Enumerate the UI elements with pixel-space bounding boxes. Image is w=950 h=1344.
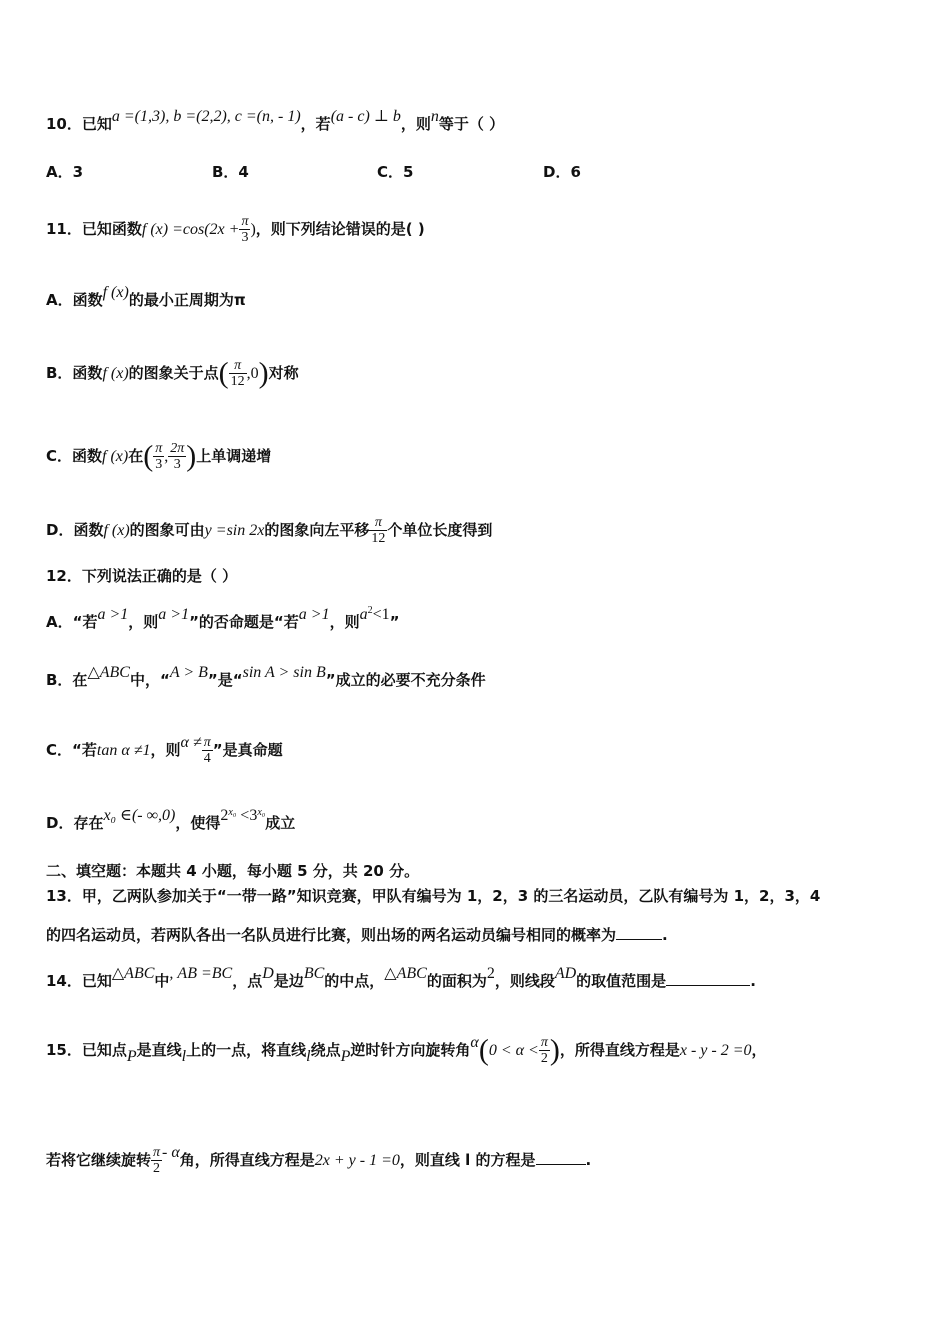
q15-stem: 15．已知点P是直线l上的一点，将直线l绕点P逆时针方向旋转角α(0 < α < $\frac{\pi}{2}$ )，所得直线方程是x - y - 2 =0， (46, 1033, 767, 1067)
q14-stem: 14．已知△ABC中, AB =BC，点D是边BC的中点，△ABC的面积为2，则线段AD的取值范围是 . (46, 965, 756, 990)
section-2-heading: 二、填空题：本题共 4 小题，每小题 5 分，共 20 分。 (46, 862, 420, 880)
q11-option-c: C．函数f (x)在( $\frac{\pi}{3}$ , $\frac{2\pi}{3}$ )上单调递增 (46, 439, 272, 473)
q10-option-b: B．4 (212, 163, 249, 181)
q10-stem: 10．已知a =(1,3), b =(2,2), c =(n, - 1)，若(a - c) ⊥ b，则n等于（ ） (46, 108, 505, 133)
q10-option-a: A．3 (46, 163, 84, 181)
answer-blank[interactable] (616, 923, 662, 940)
answer-blank[interactable] (536, 1148, 586, 1165)
q11-option-a: A．函数f (x)的最小正周期为π (46, 284, 246, 309)
q11-stem: 11．已知函数f (x) =cos(2x + $\frac{\pi}{3}$ )，则下列结论错误的是( ) (46, 214, 425, 245)
q10-condition: (a - c) ⊥ b (330, 108, 401, 125)
q12-option-b: B．在△ABC中，“A > B”是“sin A > sin B”成立的必要不充分条件 (46, 664, 486, 689)
q13-line-2: 的四名运动员，若两队各出一名队员进行比赛，则出场的两名运动员编号相同的概率为 . (46, 923, 668, 945)
q11-fraction: $\frac{\pi}{3}$ (241, 214, 249, 245)
q11-option-d: D．函数f (x)的图象可由y =sin 2x的图象向左平移 $\frac{\pi}{12}$ 个单位长度得到 (46, 515, 493, 546)
q10-vectors: a =(1,3), b =(2,2), c =(n, - 1) (111, 108, 301, 125)
answer-blank[interactable] (666, 969, 750, 986)
q11-option-b: B．函数f (x)的图象关于点( $\frac{\pi}{12}$ ,0)对称 (46, 356, 299, 390)
q10-option-d: D．6 (543, 163, 581, 181)
q12-option-a: A．“若a >1，则a >1”的否命题是“若a >1，则$a^2<1$” (46, 605, 400, 631)
q10-option-c: C．5 (377, 163, 414, 181)
q12-stem: 12．下列说法正确的是（ ） (46, 567, 238, 585)
q13-line-1: 13．甲，乙两队参加关于“一带一路”知识竞赛，甲队有编号为 1，2，3 的三名运动员，乙队有编号为 1，2，3，4 (46, 887, 821, 905)
q15-line-2: 若将它继续旋转 $\frac{\pi}{2}$ - α角，所得直线方程是2x + y - 1 =0，则直线 l 的方程是 . (46, 1144, 592, 1176)
q12-option-d: D．存在x₀ ∈(- ∞,0)，使得$2^{x_0} <3^{x_0}$成立 (46, 807, 296, 832)
q12-option-c: C．“若tan α ≠1，则α ≠ $\frac{\pi}{4}$ ”是真命题 (46, 734, 283, 766)
